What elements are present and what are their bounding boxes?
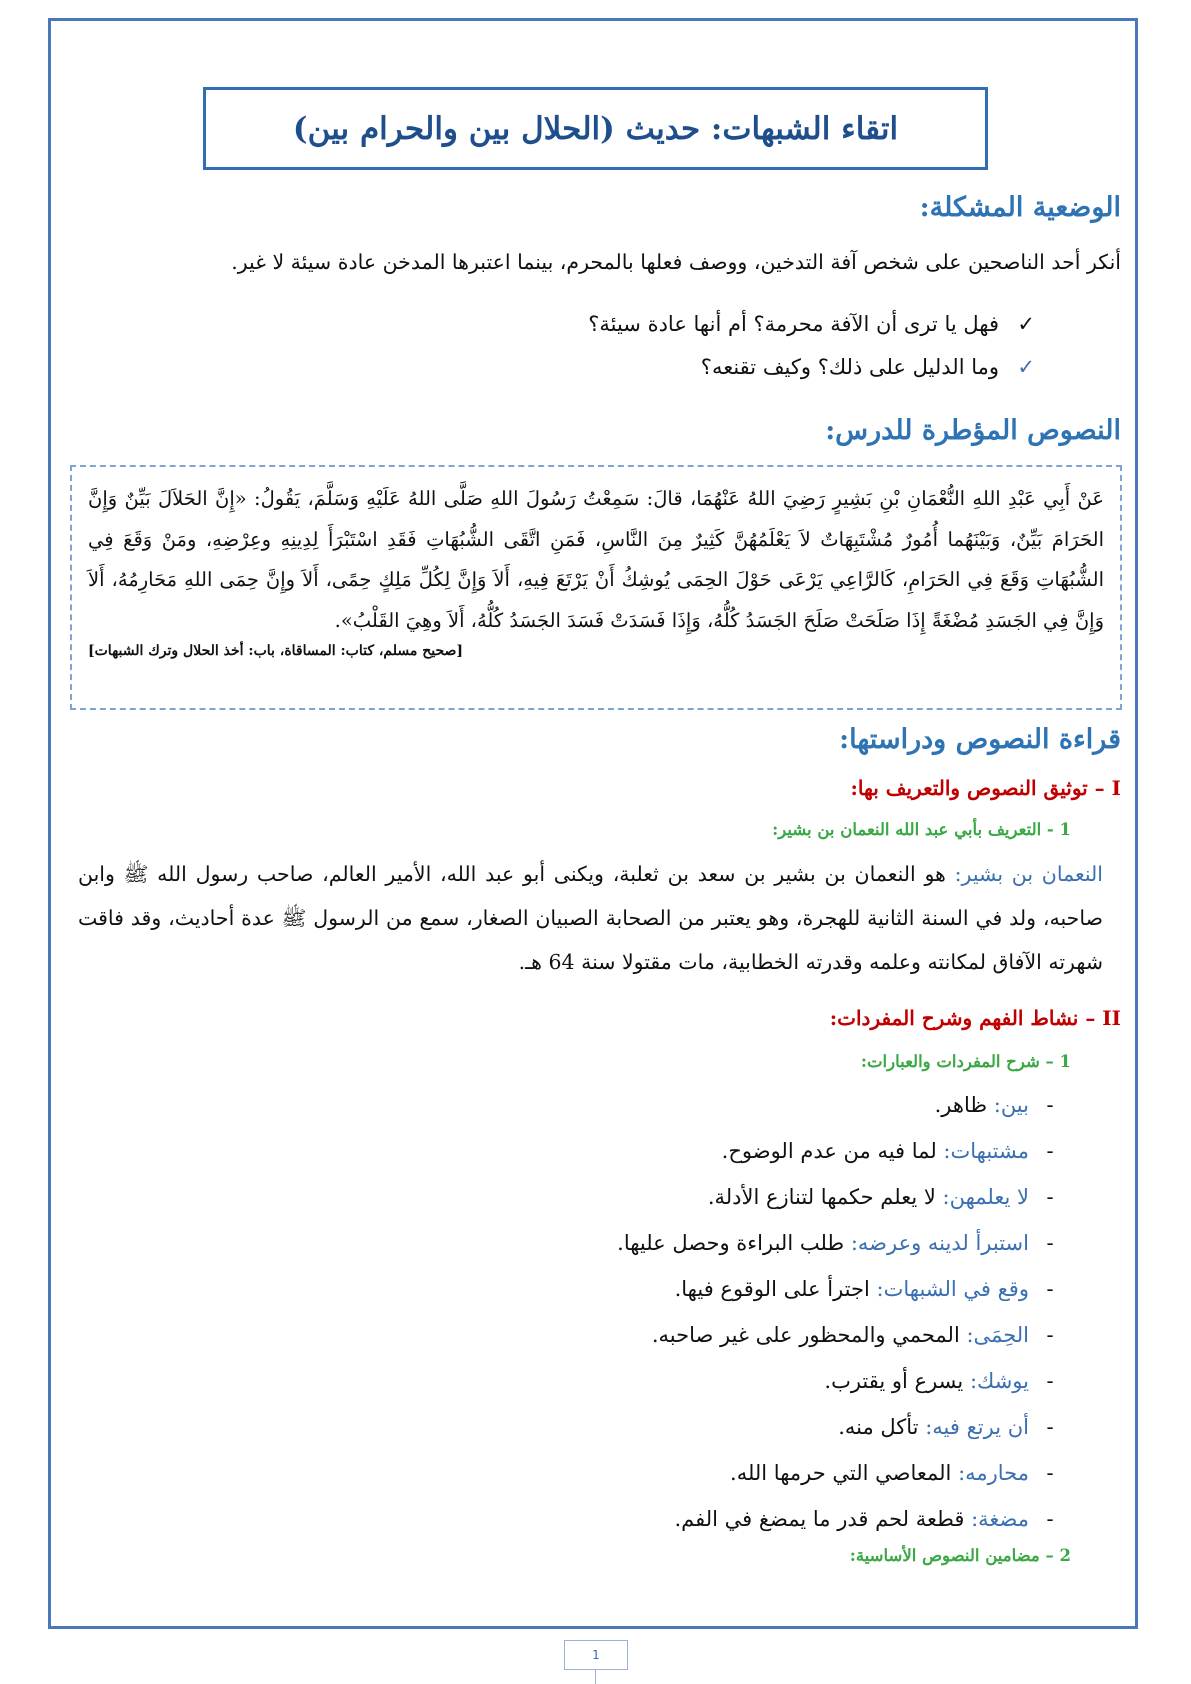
check-mark-icon: ✓: [1017, 355, 1035, 379]
question-1: [588, 312, 1035, 336]
part2-heading: II – نشاط الفهم وشرح المفردات:: [829, 1006, 1121, 1030]
vocab-item: [111, 1496, 1071, 1542]
texts-heading: النصوص المؤطرة للدرس:: [825, 415, 1121, 446]
hadith-box: [70, 465, 1122, 710]
dash: -: [1046, 1277, 1054, 1301]
vocab-def: لما فيه من عدم الوضوح.: [721, 1139, 937, 1163]
vocab-def: ظاهر.: [934, 1093, 988, 1117]
vocab-term: لا يعلمهن:: [942, 1185, 1029, 1209]
vocab-term: مشتبهات:: [943, 1139, 1029, 1163]
vocab-term: أن يرتع فيه:: [925, 1415, 1029, 1439]
page-number: 1: [564, 1640, 628, 1670]
dash: -: [1046, 1185, 1054, 1209]
bio-paragraph: [78, 852, 1103, 984]
vocab-item: [111, 1312, 1071, 1358]
dash: -: [1046, 1093, 1054, 1117]
question-2: [701, 355, 1035, 379]
situation-text: أنكر أحد الناصحين على شخص آفة التدخين، ووصف فعلها بالمحرم، بينما اعتبرها المدخن عادة سيئة لا غير.: [231, 250, 1121, 274]
vocab-def: المعاصي التي حرمها الله.: [730, 1461, 952, 1485]
vocab-def: يسرع أو يقترب.: [824, 1369, 964, 1393]
page-title: اتقاء الشبهات: حديث (الحلال بين والحرام بين): [292, 110, 899, 147]
part2-sub1: 1 – شرح المفردات والعبارات:: [860, 1052, 1071, 1071]
vocab-def: تأكل منه.: [838, 1415, 919, 1439]
vocab-item: [111, 1220, 1071, 1266]
hadith-source: [صحيح مسلم، كتاب: المساقاة، باب: أخذ الحلال وترك الشبهات]: [88, 643, 464, 659]
vocab-term: بين:: [993, 1093, 1029, 1117]
check-mark-icon: ✓: [1017, 312, 1035, 336]
vocab-term: وقع في الشبهات:: [876, 1277, 1029, 1301]
title-box: [203, 87, 988, 170]
dash: -: [1046, 1139, 1054, 1163]
vocab-def: قطعة لحم قدر ما يمضغ في الفم.: [674, 1507, 965, 1531]
vocab-term: مضغة:: [971, 1507, 1029, 1531]
dash: -: [1046, 1461, 1054, 1485]
bio-name: النعمان بن بشير:: [954, 862, 1103, 886]
vocab-def: المحمي والمحظور على غير صاحبه.: [651, 1323, 960, 1347]
vocab-def: طلب البراءة وحصل عليها.: [617, 1231, 845, 1255]
part1-heading: I – توثيق النصوص والتعريف بها:: [850, 776, 1121, 800]
vocab-item: [111, 1174, 1071, 1220]
reading-heading: قراءة النصوص ودراستها:: [839, 724, 1121, 755]
vocab-item: [111, 1128, 1071, 1174]
part1-sub1: 1 - التعريف بأبي عبد الله النعمان بن بشير:: [772, 820, 1071, 839]
dash: -: [1046, 1507, 1054, 1531]
vocab-item: [111, 1358, 1071, 1404]
vocab-term: استبرأ لدينه وعرضه:: [850, 1231, 1029, 1255]
dash: -: [1046, 1369, 1054, 1393]
vocab-term: الحِمَى:: [966, 1323, 1029, 1347]
question-2-text: وما الدليل على ذلك؟ وكيف تقنعه؟: [700, 355, 999, 379]
dash: -: [1046, 1231, 1054, 1255]
part2-sub2: 2 – مضامين النصوص الأساسية:: [849, 1546, 1071, 1565]
page-number-tick: [595, 1670, 596, 1684]
vocab-item: [111, 1404, 1071, 1450]
dash: -: [1046, 1323, 1054, 1347]
vocab-term: يوشك:: [969, 1369, 1029, 1393]
vocab-item: [111, 1082, 1071, 1128]
vocab-list: [111, 1082, 1071, 1542]
hadith-text: عَنْ أَبِي عَبْدِ اللهِ النُّعْمَانِ بْنِ بَشِيرٍ رَضِيَ اللهُ عَنْهُمَا، قالَ: سَمِعْتُ رَسُولَ اللهِ صَلَّى اللهُ عَلَيْهِ وَسَلَّمَ، يَقُولُ: «إِنَّ الحَلاَلَ بَيِّنٌ وَإِنَّ الحَرَامَ بَيِّنٌ، وَبَيْنَهُما أُمُورٌ مُشْتَبِهَاتٌ لاَ يَعْلَمُهُنَّ كَثِيرٌ مِنَ النَّاسِ، فَمَنِ اتَّقَى الشُّبُهَاتِ فَقَدِ اسْتَبْرَأَ لِدِينِهِ وعِرْضِهِ، ومَنْ وَقَعَ فِي الشُّبُهَاتِ وَقَعَ فِي الحَرَامِ، كَالرَّاعِي يَرْعَى حَوْلَ الحِمَى يُوشِكُ أَنْ يَرْتَعَ فِيهِ، أَلاَ وَإِنَّ لِكُلِّ مَلِكٍ حِمًى، أَلاَ وإِنَّ حِمَى اللهِ مَحَارِمُهُ، أَلاَ وَإِنَّ فِي الجَسَدِ مُضْغَةً إِذَا صَلَحَتْ صَلَحَ الجَسَدُ كُلُّهُ، وَإِذَا فَسَدَتْ فَسَدَ الجَسَدُ كُلُّهُ، أَلاَ وهِيَ القَلْبُ».: [88, 487, 1104, 632]
bio-text: هو النعمان بن بشير بن سعد بن ثعلبة، ويكنى أبو عبد الله، الأمير العالم، صاحب رسول الله ﷺ وابن صاحبه، ولد في السنة الثانية للهجرة، وهو يعتبر من الصحابة الصبيان الصغار، سمع من الرسول ﷺ عدة أحاديث، وقد فاقت شهرته الآفاق لمكانته وعلمه وقدرته الخطابية، مات مقتولا سنة 64 هـ.: [78, 862, 1103, 974]
vocab-def: اجترأ على الوقوع فيها.: [674, 1277, 870, 1301]
vocab-item: [111, 1450, 1071, 1496]
dash: -: [1046, 1415, 1054, 1439]
vocab-item: [111, 1266, 1071, 1312]
vocab-term: محارمه:: [958, 1461, 1029, 1485]
vocab-def: لا يعلم حكمها لتنازع الأدلة.: [707, 1185, 936, 1209]
question-1-text: فهل يا ترى أن الآفة محرمة؟ أم أنها عادة سيئة؟: [588, 312, 999, 336]
situation-heading: الوضعية المشكلة:: [919, 192, 1121, 223]
